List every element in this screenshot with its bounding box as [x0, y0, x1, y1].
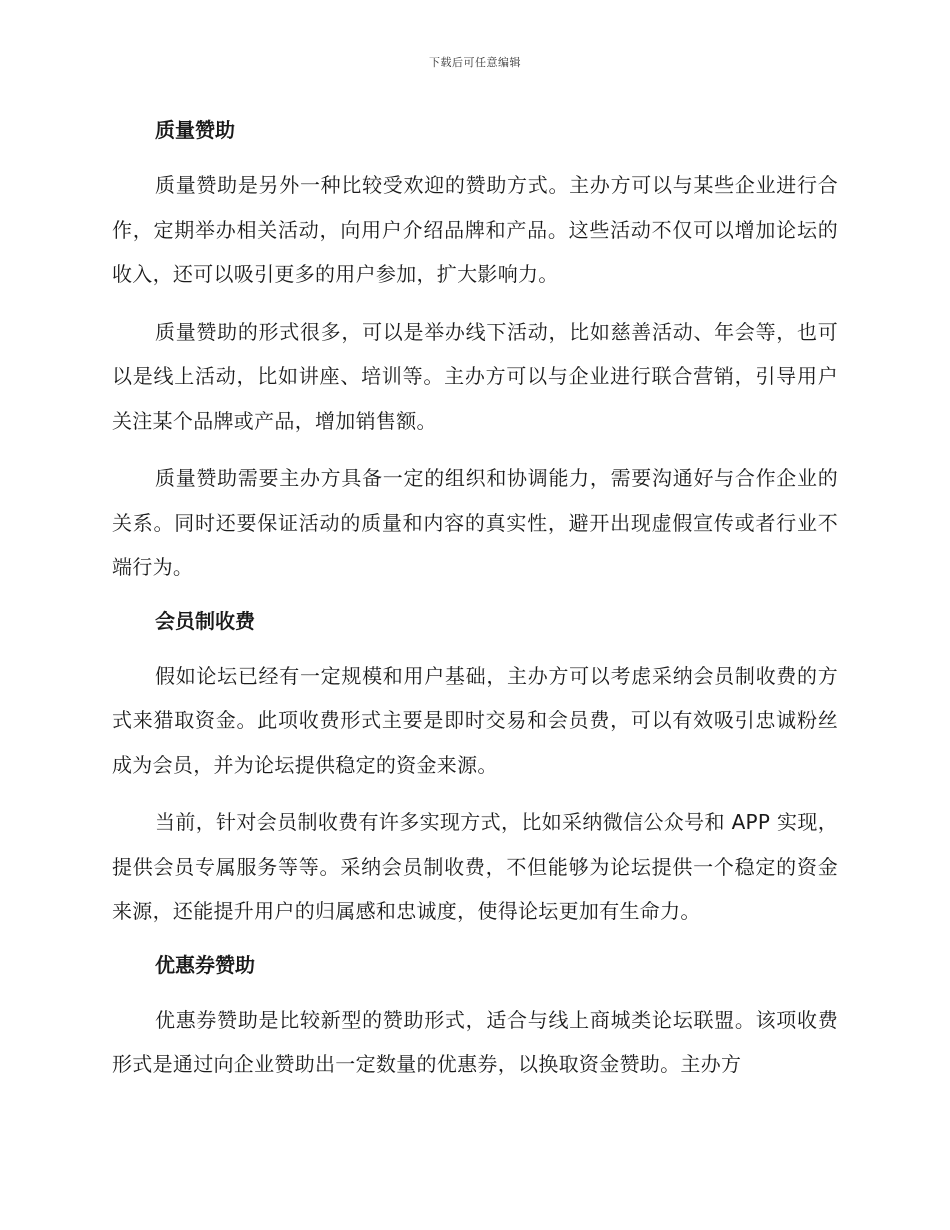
- page-header: 下载后可任意编辑: [429, 56, 521, 69]
- paragraph: 质量赞助的形式很多，可以是举办线下活动，比如慈善活动、年会等，也可以是线上活动，比如讲座、培训等。主办方可以与企业进行联合营销，引导用户关注某个品牌或产品，增加销售额。: [112, 319, 838, 433]
- section-coupon-sponsorship: [112, 947, 838, 1087]
- paragraph: 假如论坛已经有一定规模和用户基础，主办方可以考虑采纳会员制收费的方式来猎取资金。此项收费形式主要是即时交易和会员费，可以有效吸引忠诚粉丝成为会员，并为论坛提供稳定的资金来源。: [112, 663, 838, 777]
- document-body: [112, 112, 838, 1100]
- paragraph: 质量赞助是另外一种比较受欢迎的赞助方式。主办方可以与某些企业进行合作，定期举办相关活动，向用户介绍品牌和产品。这些活动不仅可以增加论坛的收入，还可以吸引更多的用户参加，扩大影响力。: [112, 173, 838, 286]
- section-membership-fees: [112, 603, 838, 934]
- section-heading: 会员制收费: [155, 608, 255, 633]
- paragraph: 优惠券赞助是比较新型的赞助形式，适合与线上商城类论坛联盟。该项收费形式是通过向企业赞助出一定数量的优惠券，以换取资金赞助。主办方: [112, 1007, 838, 1076]
- paragraph: 当前，针对会员制收费有许多实现方式，比如采纳微信公众号和 APP 实现，提供会员专属服务等等。采纳会员制收费，不但能够为论坛提供一个稳定的资金来源，还能提升用户的归属感和忠诚度，使得论坛更加有生命力。: [112, 810, 838, 923]
- section-heading: 优惠券赞助: [155, 952, 255, 977]
- section-heading: 质量赞助: [155, 118, 235, 142]
- paragraph: 质量赞助需要主办方具备一定的组织和协调能力，需要沟通好与合作企业的关系。同时还要保证活动的质量和内容的真实性，避开出现虚假宣传或者行业不端行为。: [112, 466, 838, 579]
- section-quality-sponsorship: [112, 112, 838, 590]
